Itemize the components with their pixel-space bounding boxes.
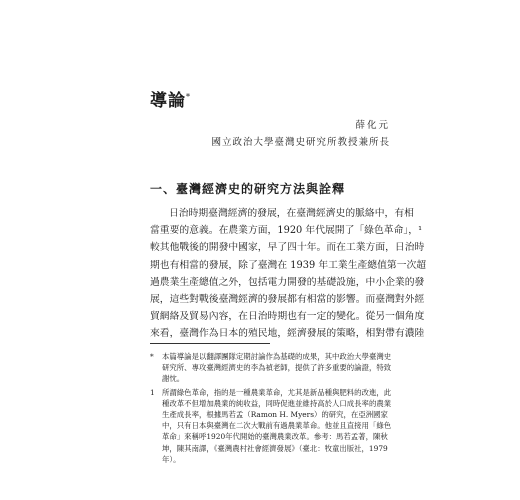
section-heading: 一、臺灣經濟史的研究方法與詮釋 [150,182,346,196]
body-line: 來看，臺灣作為日本的殖民地，經濟發展的策略，相對帶有濃陸 [150,328,425,340]
footnote [150,351,395,385]
body-line: 展，這些對戰後臺灣經濟的發展都有相當的影響。而臺灣對外經 [150,294,425,306]
footnote-marker: * [150,352,154,361]
body-line: 過農業生產總值之外，包括電力開發的基礎設施，中小企業的發 [150,276,425,288]
body-line: 貿網絡及貿易內容，在日治時期也有一定的變化。從另一個角度 [150,311,425,323]
chapter-title-footnote-marker: * [186,92,191,102]
body-line: 期也有相當的發展，除了臺灣在 1939 年工業生產總值第一次超 [150,259,427,271]
footnote-text: 所謂綠色革命，指的是一種農業革命，尤其是新品種與肥料的改進，此種改革不但增加農業的純收益，同時促進並維持高於人口成長率的農業生產成長率，根據馬若孟（Ramon H. Myers）的研究，在亞洲國家中，只有日本與臺灣在二次大戰前有過農業革命。他並且直接用「綠色革命」來稱呼1920年代開始的臺灣農業改革。參考：馬若孟著，陳秋坤，陳其南譯，《臺灣農村社會經濟發展》（臺北：牧童出版社，1979年）。 [162,387,392,464]
body-line: 日治時期臺灣經濟的發展，在臺灣經濟史的脈絡中，有相 [169,208,414,219]
author-name: 薛化元 [355,120,390,131]
chapter-title [150,86,191,111]
body-line: 較其他戰後的開發中國家，早了四十年。而在工業方面，日治時 [150,242,425,254]
footnote-marker: 1 [150,387,155,397]
footnotes [150,351,395,467]
body-line: 當重要的意義。在農業方面，1920 年代展開了「綠色革命」，¹ [150,225,422,237]
footnote [150,387,395,465]
footnote-text: 本篇導論是以翻譯團隊定期討論作為基礎的成果，其中政治大學臺灣史研究所、專攻臺灣經濟史的李為禎老師，提供了許多重要的論證，特致謝忱。 [162,352,392,384]
author-affiliation: 國立政治大學臺灣史研究所教授兼所長 [211,137,390,148]
chapter-title-text: 導論 [150,91,186,111]
footnote-divider [150,343,270,344]
body-paragraph [150,205,427,343]
